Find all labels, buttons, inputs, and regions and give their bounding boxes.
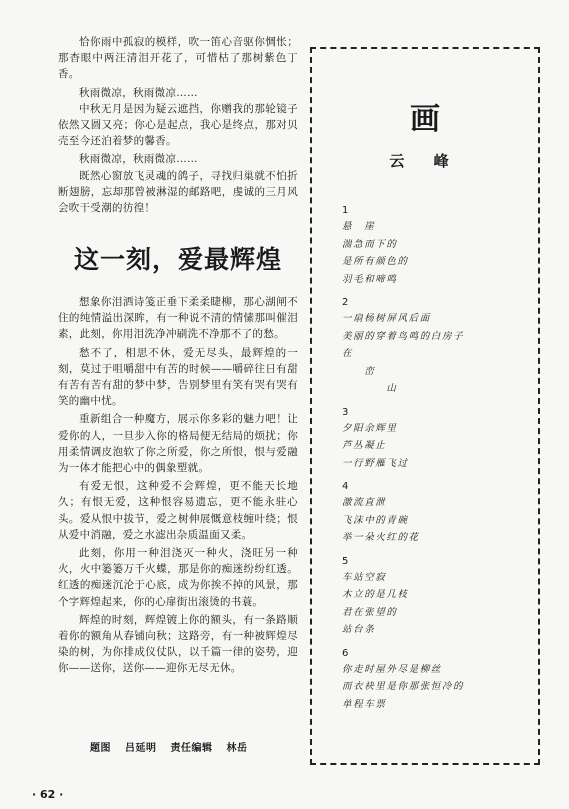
poem-line: 芦丛凝止 (342, 440, 387, 451)
poem-line: 山 (342, 383, 398, 394)
article2-paragraph-2: 愁不了，相思不休，爱无尽头，最辉煌的一刻，莫过于咀嚼甜中有苦的时候——嚼碎往日有甜有苦有苦有甜的梦中梦，告别梦里有笑有哭有哭有笑的幽中忧。 (58, 346, 298, 408)
poem-section (342, 480, 532, 547)
poem-section-number: 6 (342, 647, 349, 659)
article1-body (58, 34, 298, 218)
poem-section (342, 406, 532, 473)
poem-body (342, 204, 532, 721)
article2-paragraph-4: 有爱无恨，这种爱不会辉煌，更不能天长地久；有恨无爱，这种恨容易遗忘，更不能永驻心头。爱从恨中拔节，爱之树伸展慨意枝缠叶绕；恨从爱中消融，爱之水滤出杂质温面又柔。 (58, 480, 298, 541)
page-number: · 62 · (32, 788, 64, 801)
poem-line: 一扇杨树屏风后面 (342, 313, 431, 324)
poem-section (342, 296, 532, 398)
editor-name: 林岳 (226, 743, 248, 754)
illustration-label: 题图 (90, 743, 111, 754)
poem-section-number: 2 (342, 297, 349, 308)
article2-paragraph-6: 辉煌的时刻，辉煌镀上你的额头，有一条路顺着你的额角从春铺向秋；这路旁，有一种被辉煌尽染的树，为你排成仪仗队，以千篇一律的姿势，迎你——送你，送你——迎你无尽无休。 (58, 613, 298, 675)
poem-line: 木立的是几枝 (342, 589, 409, 600)
poem-line: 激流直泄 (342, 497, 387, 508)
poem-line: 君在张望的 (342, 606, 398, 618)
poem-line: 夕阳余辉里 (342, 422, 398, 434)
poem-line: 峦 (342, 365, 376, 377)
poem-line: 美丽的穿着鸟鸣的白房子 (342, 330, 465, 342)
poem-line: 一行野雁飞过 (342, 457, 409, 469)
poem-line: 单程车票 (342, 698, 387, 710)
poem-line: 你走时屋外尽是柳丝 (342, 663, 442, 675)
poem-line: 羽毛和啼鸣 (342, 273, 398, 285)
poem-section-number: 3 (342, 406, 349, 418)
poem-line: 举一朵火红的花 (342, 532, 420, 543)
article2-body (58, 294, 298, 679)
poem-line: 车站空寂 (342, 571, 387, 583)
article1-refrain-2: 秋雨微凉，秋雨微凉…… (79, 153, 198, 166)
article1-refrain-1: 秋雨微凉，秋雨微凉…… (79, 86, 198, 99)
credits-line (90, 739, 257, 754)
poem-line: 站台条 (342, 624, 376, 635)
editor-label: 责任编辑 (170, 743, 213, 754)
poem-line: 飞沫中的青碗 (342, 514, 409, 526)
article1-paragraph-1: 恰你雨中孤寂的模样，吹一笛心音驱你惆怅；那杳眼中两汪清泪开花了，可惜枯了那树紫色丁香。 (58, 36, 298, 81)
poem-section (342, 555, 532, 639)
article1-paragraph-3: 既然心窗放飞灵魂的鸽子，寻找归巢就不怕折断翅膀，忘却那曾被淋湿的邮路吧，虔诚的三月风会吹干受潮的彷徨！ (58, 169, 298, 215)
poem-line: 悬 崖 (342, 221, 376, 232)
poem-section (342, 204, 532, 288)
illustration-name: 吕延明 (124, 743, 157, 754)
poem-author: 云 峰 (389, 152, 461, 170)
article2-paragraph-3: 重新组合一种魔方，展示你多彩的魅力吧！让爱你的人，一旦步入你的格局便无结局的烦扰；你用柔情调皮泡软了你之所爱，你之所恨，恨与爱融为一体才能把心中的偶象塑就。 (58, 413, 298, 475)
article2-paragraph-1: 想象你泪洒诗笺正垂下柔柔睫柳，那心湖闸不住的纯情溢出深眸，有一种说不清的情愫那叫催泪素，此刻，你用泪洗净冲刷洗不净那不了的愁。 (58, 296, 298, 341)
poem-line: 在 (342, 348, 354, 359)
poem-title: 画 (410, 102, 440, 137)
poem-section (342, 647, 532, 714)
poem-line: 是所有颜色的 (342, 256, 409, 267)
article1-paragraph-2: 中秋无月是因为疑云遮挡，你赠我的那轮镜子依然又圆又亮；你心是起点，我心是终点，那对贝壳至今还泊着梦的馨香。 (58, 102, 298, 148)
poem-line: 湍急而下的 (342, 238, 398, 250)
poem-section-number: 4 (342, 481, 349, 492)
poem-line: 而衣袂里是你那张恒冷的 (342, 681, 465, 692)
article2-paragraph-5: 此刻，你用一种泪浇灭一种火，浇旺另一种火，火中篓篓万千火蝶，那是你的痴迷纷纷红透。红透的痴迷沉沦于心底，成为你挨不掉的风景，那个字辉煌起来，你的心扉街出滚烫的书蓑。 (58, 547, 298, 608)
poem-section-number: 5 (342, 555, 349, 567)
poem-section-number: 1 (342, 205, 349, 216)
article2-title: 这一刻，爱最辉煌 (73, 245, 282, 274)
